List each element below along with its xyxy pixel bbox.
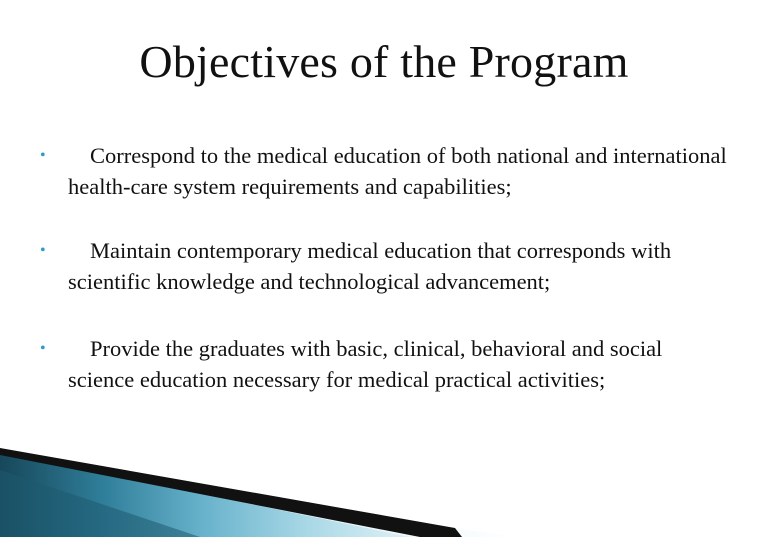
bullet-icon: •: [40, 147, 46, 164]
objective-text: Maintain contemporary medical education that corresponds with scientific knowledge and technological advancement;: [68, 238, 672, 294]
bullet-icon: •: [40, 242, 46, 259]
slide-title: Objectives of the Program: [139, 36, 629, 87]
objective-item: [40, 235, 728, 297]
objective-item: [40, 140, 728, 202]
objective-text: Correspond to the medical education of both national and international health-care system requirements and capabilities;: [68, 143, 727, 199]
bullet-icon: •: [40, 340, 46, 357]
objective-item: [40, 333, 728, 395]
objective-text: Provide the graduates with basic, clinical, behavioral and social science education necessary for medical practical activities;: [68, 336, 663, 392]
